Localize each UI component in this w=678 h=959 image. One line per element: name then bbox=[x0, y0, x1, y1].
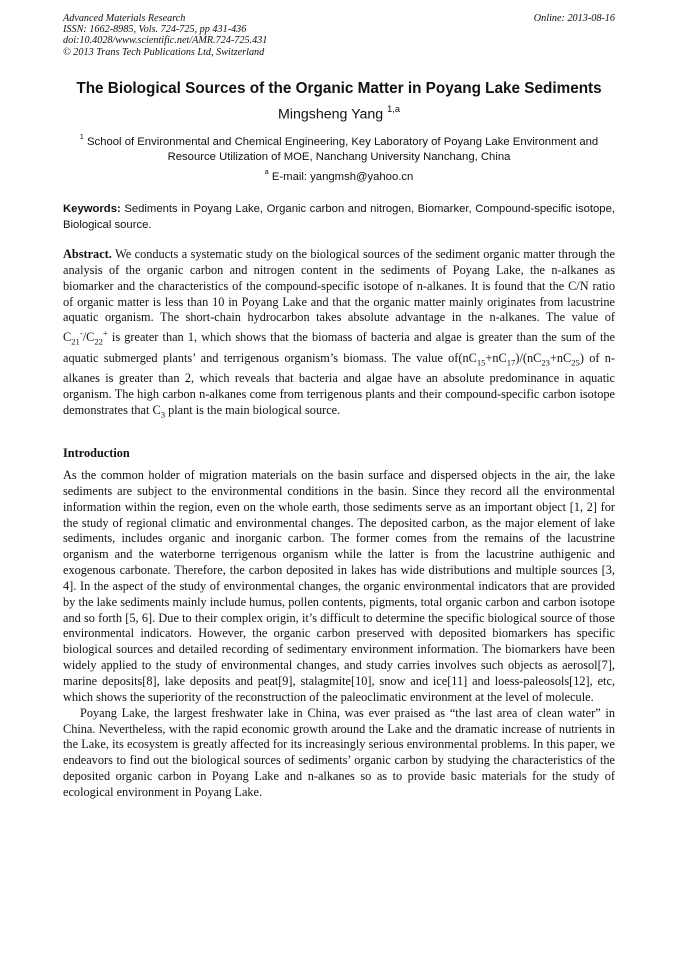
online-date: Online: 2013-08-16 bbox=[533, 13, 615, 24]
subscript: 22 bbox=[94, 336, 103, 347]
subscript: 25 bbox=[571, 357, 580, 368]
abstract-text: +nC bbox=[485, 350, 507, 365]
intro-paragraph-1: As the common holder of migration materials on the basin surface and dispersed objects in the air, the lake sediments are subject to the environmental conditions in the basin. Since they record all the environmental information within the region, even on the whole earth, those sediments serve as an important object [1, 2] for the study of regional climatic and environmental changes. The deposited carbon, as the major element of lake sediments, includes organic and inorganic carbon. The former comes from the remains of the lacustrine organism and the waterborne terrigenous organism while the latter is from the lacustrine authigenic and exogenous carbonate. Therefore, the carbon deposited in lakes has wide distributions and multiple sources [3, 4]. In the aspect of the study of environmental changes, the organic environmental indicators that are provided by the lake sediments mainly include humus, pollen contents, pigments, total organic carbon and carbon isotope and so forth [5, 6]. Due to their complex origin, it’s difficult to determine the specific biological source of those environmental indicators. However, the organic carbon preserved with deposited biomarkers has specific biological sources and detailed recording of sedimentary environment information. The biomarkers have been widely applied to the study of environmental changes, and study carries involves such objects as aerosol[7], marine deposits[8], lake deposits and peat[9], stalagmite[10], snow and ice[11] and loess-paleosols[12], etc, which shows the superiority of the reconstruction of the paleoclimatic environment at the level of molecule. bbox=[63, 468, 615, 704]
keywords-text: Sediments in Poyang Lake, Organic carbon and nitrogen, Biomarker, Compound-specific isotope, Biological source. bbox=[63, 203, 615, 231]
abstract-text: /C bbox=[82, 330, 95, 345]
subscript: 15 bbox=[476, 357, 486, 368]
affiliation-text: School of Environmental and Chemical Engineering, Key Laboratory of Poyang Lake Environment and Resource Utilization of MOE, Nanchang University Nanchang, China bbox=[87, 135, 599, 164]
author-affil-marker: 1,a bbox=[387, 104, 400, 114]
affiliation-marker: 1 bbox=[79, 132, 84, 141]
superscript: + bbox=[102, 328, 108, 339]
journal-name: Advanced Materials Research bbox=[63, 13, 186, 24]
introduction-body bbox=[63, 468, 615, 801]
email-text[interactable]: E-mail: yangmsh@yahoo.cn bbox=[271, 170, 414, 183]
subscript: 23 bbox=[541, 357, 550, 368]
abstract-text: ) of n-alkanes is greater than 2, which reveals that bacteria and algae have an absolute predominance in aquatic organism. The high carbon n-alkanes come from terrigenous plants and their compound-specific carbon isotope demonstrates that C bbox=[63, 350, 615, 417]
subscript: 21 bbox=[71, 336, 80, 347]
running-header bbox=[63, 13, 615, 58]
abstract bbox=[63, 247, 615, 423]
abstract-text: )/(nC bbox=[515, 350, 542, 365]
abstract-text: plant is the main biological source. bbox=[165, 402, 341, 417]
keywords bbox=[63, 202, 615, 233]
copyright-line: © 2013 Trans Tech Publications Ltd, Switzerland bbox=[63, 46, 265, 58]
issn-line: ISSN: 1662-8985, Vols. 724-725, pp 431-436 bbox=[63, 24, 247, 36]
intro-paragraph-2: Poyang Lake, the largest freshwater lake in China, was ever praised as “the last area of clean water” in China. Nevertheless, with the rapid economic growth around the Lake and the dramatic increase of nutrients in the Lake, its ecosystem is greatly affected for its increasingly serious environmental problems. In this paper, we endeavors to find out the biological sources of sediments’ organic carbon by studying the characteristics of the deposited organic carbon in Poyang Lake and n-alkanes so as to provide basic materials for the study of ecological environment in Poyang Lake. bbox=[63, 705, 615, 799]
abstract-text: +nC bbox=[549, 350, 572, 365]
author-name: Mingsheng Yang bbox=[278, 106, 384, 123]
subscript: 17 bbox=[506, 357, 516, 368]
abstract-label: Abstract. bbox=[63, 247, 112, 261]
affiliation bbox=[63, 130, 615, 166]
doi-line[interactable]: doi:10.4028/www.scientific.net/AMR.724-725.431 bbox=[63, 35, 268, 47]
email-marker: a bbox=[264, 167, 269, 176]
section-heading-introduction: Introduction bbox=[63, 446, 130, 460]
email-line bbox=[63, 168, 615, 183]
keywords-label: Keywords: bbox=[63, 203, 121, 215]
paper-title: The Biological Sources of the Organic Matter in Poyang Lake Sediments bbox=[76, 80, 602, 97]
abstract-text: is greater than 1, which shows that the biomass of bacteria and algae is greater than the sum of the aquatic submerged plants’ and terrigenous organism’s biomass. The value of(nC bbox=[63, 330, 615, 365]
author-line bbox=[40, 105, 638, 123]
abstract-text: We conducts a systematic study on the biological sources of the sediment organic matter through the analysis of the organic carbon and nitrogen content in the sediments of Poyang Lake, the n-alkanes as biomarker and the characteristics of the compound-specific isotope of n-alkanes. It is found that the C/N ratio of organic matter is less than 10 in Poyang Lake and that the organic matter mainly originates from lacustrine aquatic organism. The short-chain hydrocarbon takes absolute advantage in the n-alkanes. The value of C bbox=[63, 247, 615, 345]
superscript: - bbox=[79, 328, 83, 339]
subscript: 3 bbox=[160, 409, 165, 420]
